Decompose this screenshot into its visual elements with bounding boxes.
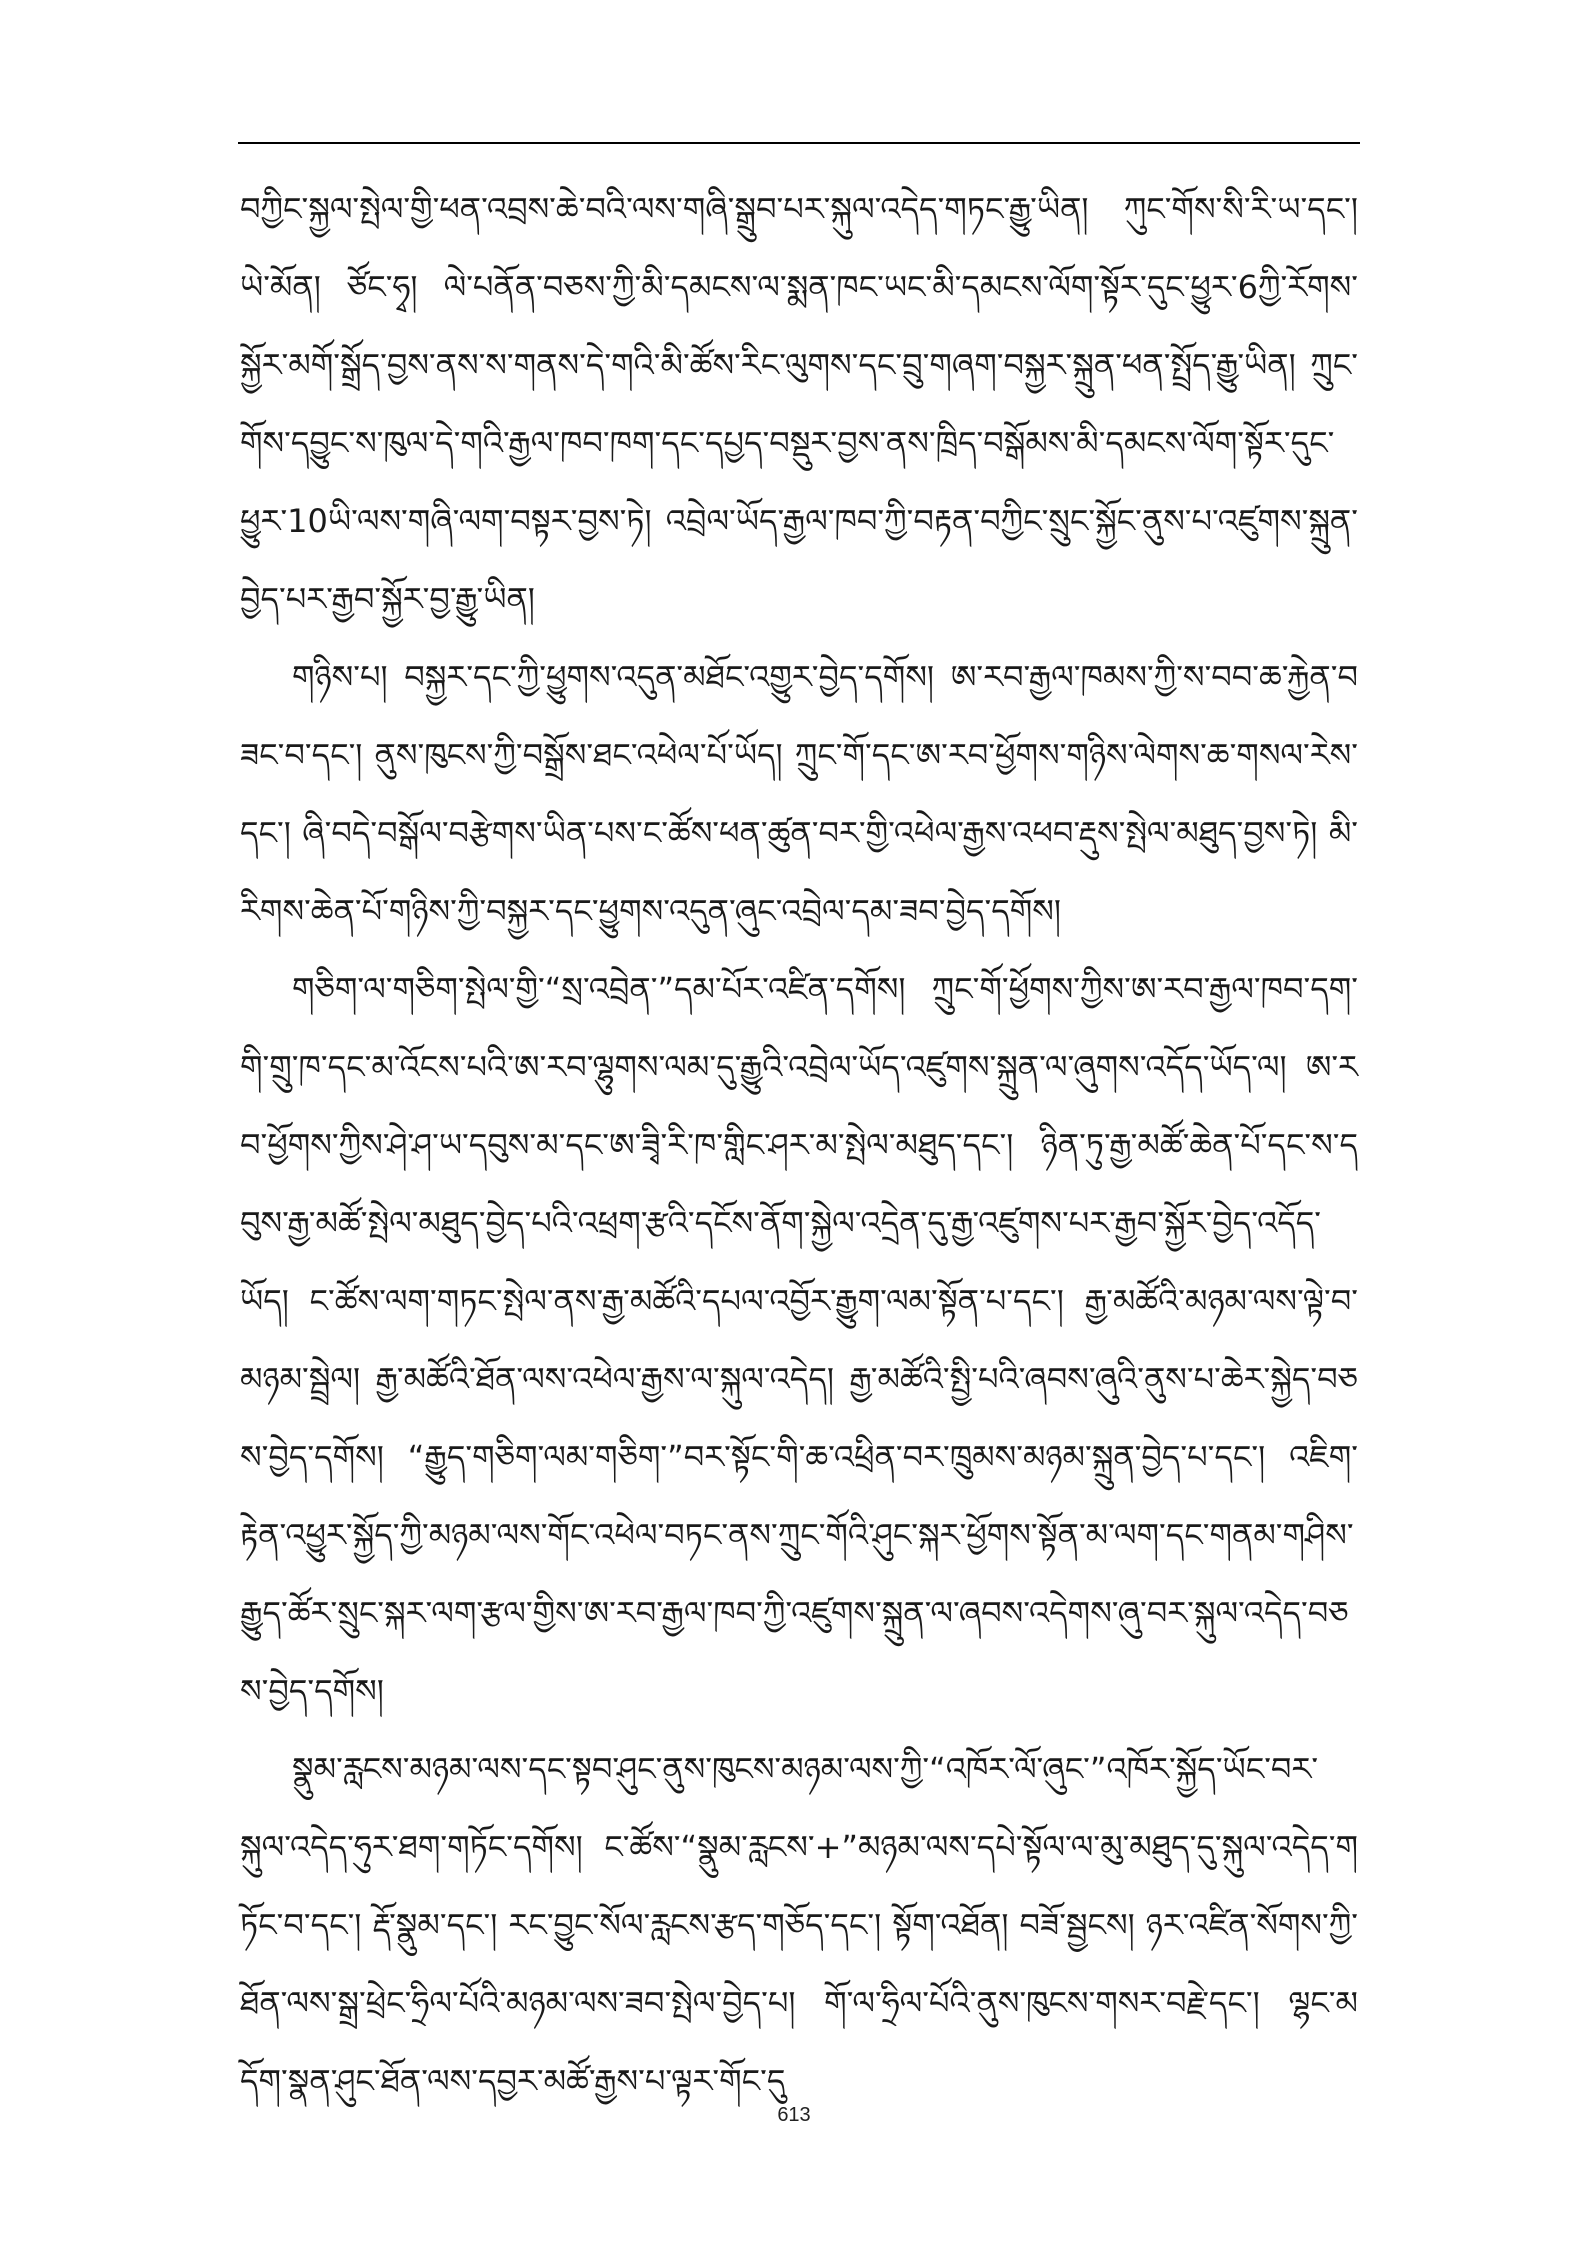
- page-number: 613: [777, 2104, 811, 2126]
- paragraph-1: བཀྱིང་སྐྱལ་སྤེལ་གྱི་ཕན་འབྲས་ཆེ་བའི་ལས་གཞི་སྒྲུབ་པར་སྐུལ་འདེད་གཏང་རྒྱུ་ཡིན། ཀུང་གོས་སི་རི་ཡ་དང་། ཡེ་མོན། ཙོང་ཧྭ། ལེ་པནོན་བཅས་ཀྱི་མི་དམངས་ལ་སྨན་ཁང་ཡང་མི་དམངས་ལོག་སྟོར་དུང་ཕྱུར་6ཀྱི་རོགས་སྐྱོར་མགོ་སྒྲོད་བྱས་ནས་ས་གནས་དེ་གའི་མི་ཚོས་རིང་ལུགས་དང་བྲུ་གཞག་བསྐྱར་སྐྲུན་ཕན་སྤྲོད་རྒྱུ་ཡིན། ཀྲུང་གོས་དབྱུང་ས་ཁུལ་དེ་གའི་རྒྱལ་ཁབ་ཁག་དང་དཔྱད་བསྡུར་བྱས་ནས་ཁྲིད་བསྒོམས་མི་དམངས་ལོག་སྟོར་དུང་ཕྱུར་10ཡི་ལས་གཞི་ལག་བསྟར་བྱས་ཏེ། འབྲེལ་ཡོད་རྒྱལ་ཁབ་ཀྱི་བརྟན་བཀྱིང་སྲུང་སྐྱོང་ནུས་པ་འཛུགས་སྐྲུན་བྱེད་པར་རྒྱབ་སྐྱོར་བྱ་རྒྱུ་ཡིན།: [240, 190, 1358, 618]
- body-text: [240, 170, 1358, 2120]
- paragraph-2: གཉིས་པ། བསྐྱར་དང་ཀྱི་ཕྱུགས་འདུན་མཐོང་འགྱུར་བྱེད་དགོས། ཨ་རབ་རྒྱལ་ཁམས་ཀྱི་ས་བབ་ཆ་རྐྱེན་བཟང་བ་དང་། ནུས་ཁུངས་ཀྱི་བསྒྲོས་ཐང་འཕེལ་པོ་ཡོད། ཀྲུང་གོ་དང་ཨ་རབ་ཕྱོགས་གཉིས་ལེགས་ཆ་གསལ་རེས་དང་། ཞི་བདེ་བསྒོལ་བརྩེགས་ཡིན་པས་ང་ཚོས་ཕན་ཚུན་བར་གྱི་འཕེལ་རྒྱས་འཕབ་རྡུས་སྤེལ་མཐུད་བྱས་ཏེ། མི་རིགས་ཆེན་པོ་གཉིས་ཀྱི་བསྐྱར་དང་ཕྱུགས་འདུན་ཞུང་འབྲེལ་དམ་ཟབ་བྱེད་དགོས།: [240, 658, 1358, 930]
- paragraph-4: སྣུམ་རླངས་མཉམ་ལས་དང་སྟབ་ཤུང་ནུས་ཁུངས་མཉམ་ལས་ཀྱི་“འཁོར་ལོ་ཞུང་”འཁོར་སྐྱོད་ཡོང་བར་སྐུལ་འདེད་ཧུར་ཐག་གཏོང་དགོས། ང་ཚོས་“སྣུམ་རླངས་+”མཉམ་ལས་དཔེ་སྟོལ་ལ་མུ་མཐུད་དུ་སྐུལ་འདེད་གཏོང་བ་དང་། རྡོ་སྣུམ་དང་། རང་བྱུང་སོལ་རླངས་རྩད་གཅོད་དང་། སྟོག་འཐོན། བཟོ་སྦྱངས། ཉར་འཛིན་སོགས་ཀྱི་ཐོན་ལས་སྒྲ་ཕྲེང་ཧྲིལ་པོའི་མཉམ་ལས་ཟབ་སྤེལ་བྱེད་པ། གོ་ལ་ཧྲིལ་པོའི་ནུས་ཁུངས་གསར་བརྗེ་དང་། ལྷང་མདོག་སྣན་ཤུང་ཐོན་ལས་དབྱར་མཚོ་རྒྱས་པ་ལྟར་གོང་དུ: [240, 1750, 1358, 2100]
- paragraph-3: གཅིག་ལ་གཅིག་སྤེལ་གྱི་“སྲ་འབྲེན་”དམ་པོར་འཛིན་དགོས། ཀྲུང་གོ་ཕྱོགས་ཀྱིས་ཨ་རབ་རྒྱལ་ཁབ་དག་གི་གྲུ་ཁ་དང་མ་འོངས་པའི་ཨ་རབ་ལྷུགས་ལམ་དུ་རྒྱུའི་འབྲེལ་ཡོད་འཛུགས་སྐྲུན་ལ་ཞུགས་འདོད་ཡོད་ལ། ཨ་རབ་ཕྱོགས་ཀྱིས་ཤེ་ཤ་ཡ་དབུས་མ་དང་ཨ་ཟྭི་རི་ཁ་གླིང་ཤར་མ་སྤེལ་མཐུད་དང་། ཉིན་ཏུ་རྒྱ་མཚོ་ཆེན་པོ་དང་ས་དབུས་རྒྱ་མཚོ་སྤེལ་མཐུད་བྱེད་པའི་འཕྲག་རྩའི་དངོས་ནོག་སྐྱེལ་འདྲེན་དུ་རྒྱ་འཛུགས་པར་རྒྱབ་སྐྱོར་བྱེད་འདོད་ཡོད། ང་ཚོས་ལག་གཏང་སྤེལ་ནས་རྒྱ་མཚོའི་དཔལ་འབྱོར་རྒྱུག་ལམ་སྟོན་པ་དང་། རྒྱ་མཚོའི་མཉམ་ལས་ལྟེ་བ་མཉམ་སྦྲེལ། རྒྱ་མཚོའི་ཐོན་ལས་འཕེལ་རྒྱས་ལ་སྐུལ་འདེད། རྒྱ་མཚོའི་སྤྱི་པའི་ཞབས་ཞུའི་ནུས་པ་ཆེར་སྐྱེད་བཅས་བྱེད་དགོས། “རྒྱུད་གཅིག་ལམ་གཅིག་”བར་སྟོང་གི་ཆ་འཕྲིན་བར་ཁྲུམས་མཉམ་སྐྲུན་བྱེད་པ་དང་། འཇིག་རྟེན་འཕྱུར་སྐྱོད་ཀྱི་མཉམ་ལས་གོང་འཕེལ་བཏང་ནས་ཀྲུང་གོའི་ཤུང་སྐར་ཕྱོགས་སྟོན་མ་ལག་དང་གནམ་གཤིས་རྒྱུད་ཚོར་སྲུང་སྐར་ལག་རྩལ་གྱིས་ཨ་རབ་རྒྱལ་ཁབ་ཀྱི་འཛུགས་སྐྲུན་ལ་ཞབས་འདེགས་ཞུ་བར་སྐུལ་འདེད་བཅས་བྱེད་དགོས།: [240, 970, 1358, 1710]
- header-rule: [238, 142, 1360, 144]
